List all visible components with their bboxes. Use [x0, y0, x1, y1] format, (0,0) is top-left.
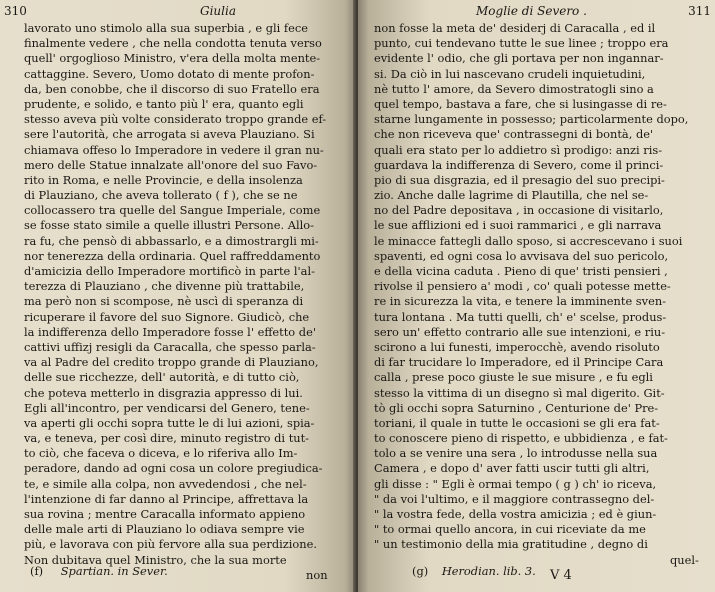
catchword: quel- [670, 552, 699, 567]
text-line: tura lontana . Ma tutti quelli, ch' e' scelse, produs- [374, 309, 667, 324]
text-line: più, e lavorava con più fervore alla sua perdizione. [24, 537, 317, 552]
text-line: chiamava offeso lo Imperadore in vedere il gran nu- [24, 142, 324, 157]
text-line: non fosse la meta de' desiderj di Caracalla , ed il [374, 21, 656, 35]
text-line: to ciò, che faceva o diceva, e lo riferiva allo Im- [24, 446, 298, 461]
text-line: va aperti gli occhi sopra tutte le di lui azioni, spia- [24, 415, 315, 430]
text-line: da, ben conobbe, che il discorso di suo Fratello era [24, 81, 320, 96]
text-line: nè tutto l' amore, da Severo dimostratogli sino a [374, 81, 654, 96]
text-line: quali era stato per lo addietro sì prodigo: anzi ris- [374, 142, 663, 157]
right-page-number: 311 [688, 4, 711, 18]
text-line: sero un' effetto contrario alle sue intenzioni, e riu- [374, 324, 666, 339]
text-line: " la vostra fede, della vostra amicizia ; ed è giun- [374, 507, 657, 521]
text-line: cattivi uffizj resigli da Caracalla, che spesso parla- [24, 339, 316, 354]
text-line: ma però non si scompose, nè uscì di speranza di [24, 294, 304, 309]
footnote-source: Herodian. lib. 3. [441, 564, 536, 578]
text-line: re in sicurezza la vita, e tenere la imminente sven- [374, 294, 667, 309]
left-page-text [24, 21, 328, 583]
text-line: che non riceveva que' contrassegni di bontà, de' [374, 127, 654, 142]
text-line: " da voi l'ultimo, e il maggiore contrassegno del- [374, 491, 655, 506]
text-line: nor tenerezza della ordinaria. Quel raffreddamento [24, 248, 321, 263]
text-line: di Plauziano, che aveva tollerato ( f ), che se ne [24, 188, 298, 203]
text-line: ricuperare il favore del suo Signore. Giudicò, che [24, 309, 310, 324]
right-page [358, 0, 715, 592]
text-line: tò gli occhi sopra Saturnino , Centurione de' Pre- [374, 400, 659, 415]
text-line: rivolse il pensiero a' modi , co' quali potesse mette- [374, 279, 671, 294]
text-line: gli disse : " Egli è ormai tempo ( g ) ch' io riceva, [374, 476, 657, 491]
text-line: stesso aveva più volte considerato troppo grande ef- [24, 112, 327, 127]
text-line: si. Da ciò in lui nascevano crudeli inquietudini, [374, 66, 646, 81]
text-line: quell' orgoglioso Ministro, v'era della molta mente- [24, 51, 321, 66]
footnote-marker: (f) [30, 564, 44, 578]
text-line: terezza di Plauziano , che divenne più trattabile, [24, 279, 305, 294]
text-line: tolo a se venire una sera , lo introdusse nella sua [374, 446, 658, 461]
text-line: va al Padre del credito troppo grande di Plauziano, [24, 355, 319, 370]
text-line: spaventi, ed ogni cosa lo avvisava del suo pericolo, [374, 248, 669, 263]
right-page-text [374, 21, 699, 568]
text-line: delle male arti di Plauziano lo odiava sempre vie [24, 522, 305, 537]
text-line: Camera , e dopo d' aver fatti uscir tutti gli altri, [374, 461, 650, 476]
text-line: stesso la vittima di un disegno sì mal digerito. Git- [374, 385, 665, 400]
signature-mark: V 4 [550, 568, 572, 583]
catchword: non [306, 567, 328, 582]
text-line: evidente l' odio, che gli portava per non ingannar- [374, 51, 664, 66]
text-line: va, e teneva, per così dire, minuto registro di tut- [24, 431, 310, 446]
text-line: cattaggine. Severo, Uomo dotato di mente profon- [24, 66, 315, 81]
text-line: Non dubitava quel Ministro, che la sua morte [24, 552, 287, 567]
text-line: la indifferenza dello Imperadore fosse l' effetto de' [24, 324, 316, 339]
text-line: lavorato uno stimolo alla sua superbia , e gli fece [24, 21, 308, 35]
text-line: se fosse stato simile a quelle illustri Persone. Allo- [24, 218, 314, 233]
text-line: scirono a lui funesti, imperocchè, avendo risoluto [374, 339, 660, 354]
text-line: prudente, e solido, e tanto più l' era, quanto egli [24, 96, 304, 111]
text-line: " un testimonio della mia gratitudine , degno di [374, 537, 648, 552]
text-line: to conoscere pieno di rispetto, e ubbidienza , e fat- [374, 431, 668, 446]
text-line: finalmente vedere , che nella condotta tenuta verso [24, 36, 322, 51]
text-line: mero delle Statue innalzate all'onore del suo Favo- [24, 157, 318, 172]
text-line: pio di sua disgrazia, ed il presagio del suo precipi- [374, 172, 665, 187]
text-line: ra fu, che pensò di abbassarlo, e a dimostrargli mi- [24, 233, 319, 248]
text-line: punto, cui tendevano tutte le sue linee ; troppo era [374, 36, 669, 51]
text-line: e della vicina caduta . Pieno di que' tristi pensieri , [374, 264, 668, 278]
text-line: Egli all'incontro, per vendicarsi del Genero, tene- [24, 400, 310, 415]
left-page [0, 0, 356, 592]
text-line: te, e simile alla colpa, non avvedendosi , che nel- [24, 476, 307, 491]
left-running-title: Giulia [200, 4, 236, 18]
text-line: calla , prese poco giuste le sue misure , e fu egli [374, 370, 653, 385]
text-line: no del Padre depositava , in occasione di visitarlo, [374, 203, 664, 218]
text-line: di far trucidare lo Imperadore, ed il Principe Cara [374, 355, 664, 370]
text-line: zio. Anche dalle lagrime di Plautilla, che nel se- [374, 188, 649, 203]
text-line: collocassero tra quelle del Sangue Imperiale, come [24, 203, 321, 218]
text-line: toriani, il quale in tutte le occasioni se gli era fat- [374, 415, 660, 430]
left-page-number: 310 [4, 4, 27, 18]
text-line: peradore, dando ad ogni cosa un colore pregiudica- [24, 461, 323, 476]
text-line: sere l'autorità, che arrogata si aveva Plauziano. Si [24, 127, 315, 142]
text-line: sua rovina ; mentre Caracalla informato appieno [24, 507, 306, 521]
text-line: rito in Roma, e nelle Provincie, e della insolenza [24, 172, 303, 187]
text-line: le minacce fattegli dallo sposo, si accrescevano i suoi [374, 233, 683, 248]
footnote-marker: (g) [412, 564, 429, 578]
right-running-title: Moglie di Severo . [476, 4, 587, 18]
footnote-source: Spartian. in Sever. [60, 564, 168, 578]
text-line: " to ormai quello ancora, in cui riceviate da me [374, 522, 646, 537]
text-line: d'amicizia dello Imperadore mortificò in parte l'al- [24, 264, 315, 278]
text-line: che poteva metterlo in disgrazia appresso di lui. [24, 385, 303, 400]
text-line: l'intenzione di far danno al Principe, affrettava la [24, 491, 309, 506]
left-footnote [30, 564, 168, 578]
right-footnote [412, 564, 536, 578]
text-line: guardava la indifferenza di Severo, come il princi- [374, 157, 664, 172]
text-line: delle sue ricchezze, dell' autorità, e di tutto ciò, [24, 370, 300, 385]
text-line: le sue afflizioni ed i suoi rammarici , e gli narrava [374, 218, 662, 233]
text-line: starne lungamente in possesso; particolarmente dopo, [374, 112, 689, 127]
text-line: quel tempo, bastava a fare, che si lusingasse di re- [374, 96, 667, 111]
